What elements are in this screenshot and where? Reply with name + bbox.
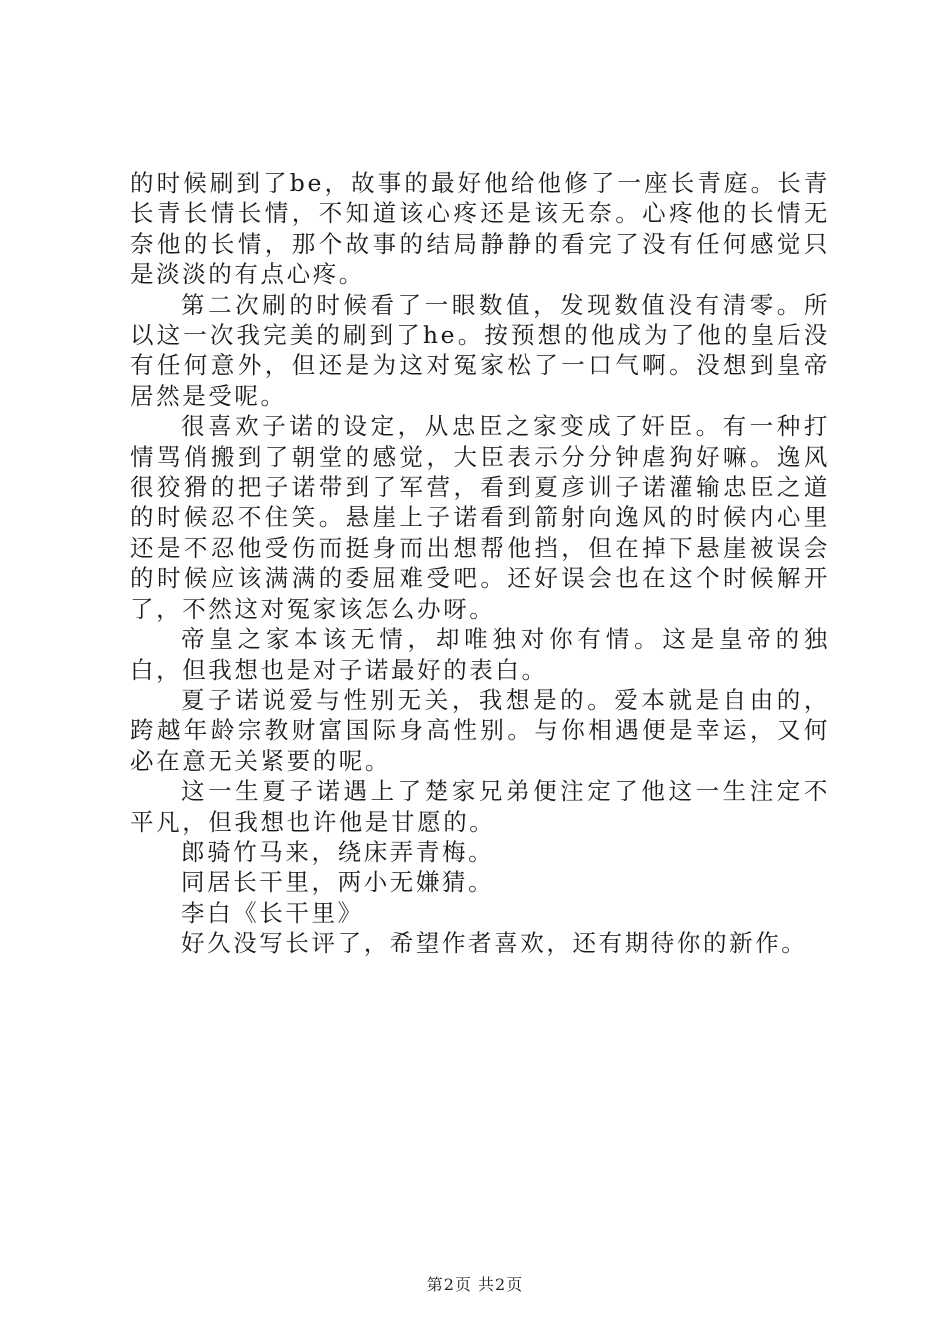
poem-line-2: 同居长干里，两小无嫌猜。 <box>181 868 495 897</box>
paragraph-second-playthrough: 第二次刷的时候看了一眼数值，发现数值没有清零。所以这一次我完美的刷到了he。按预想的他成为了他的皇后没有任何意外，但还是为这对冤家松了一口气啊。没想到皇帝居然是受呢。 <box>130 290 830 410</box>
paragraph-continuation: 的时候刷到了be，故事的最好他给他修了一座长青庭。长青长青长情长情，不知道该心疼还是该无奈。心疼他的长情无奈他的长情，那个故事的结局静静的看完了没有任何感觉只是淡淡的有点心疼。 <box>130 169 830 289</box>
poem-line-1: 郎骑竹马来，绕床弄青梅。 <box>181 837 495 866</box>
paragraph-zinuo-setting: 很喜欢子诺的设定，从忠臣之家变成了奸臣。有一种打情骂俏搬到了朝堂的感觉，大臣表示分分钟虐狗好嘛。逸风很狡猾的把子诺带到了军营，看到夏彦训子诺灌输忠臣之道的时候忍不住笑。悬崖上子诺看到箭射向逸风的时候内心里还是不忍他受伤而挺身而出想帮他挡，但在掉下悬崖被误会的时候应该满满的委屈难受吧。还好误会也在这个时候解开了，不然这对冤家该怎么办呀。 <box>130 412 830 623</box>
paragraph-closing: 好久没写长评了，希望作者喜欢，还有期待你的新作。 <box>181 929 808 958</box>
paragraph-emperor-monologue: 帝皇之家本该无情，却唯独对你有情。这是皇帝的独白，但我想也是对子诺最好的表白。 <box>130 625 830 684</box>
paragraph-this-life: 这一生夏子诺遇上了楚家兄弟便注定了他这一生注定不平凡，但我想也许他是甘愿的。 <box>130 777 830 836</box>
poem-attribution: 李白《长干里》 <box>181 898 364 927</box>
page-number-footer: 第2页 共2页 <box>426 1275 524 1294</box>
paragraph-love-and-gender: 夏子诺说爱与性别无关，我想是的。爱本就是自由的，跨越年龄宗教财富国际身高性别。与你相遇便是幸运，又何必在意无关紧要的呢。 <box>130 685 830 775</box>
document-body <box>130 168 830 959</box>
